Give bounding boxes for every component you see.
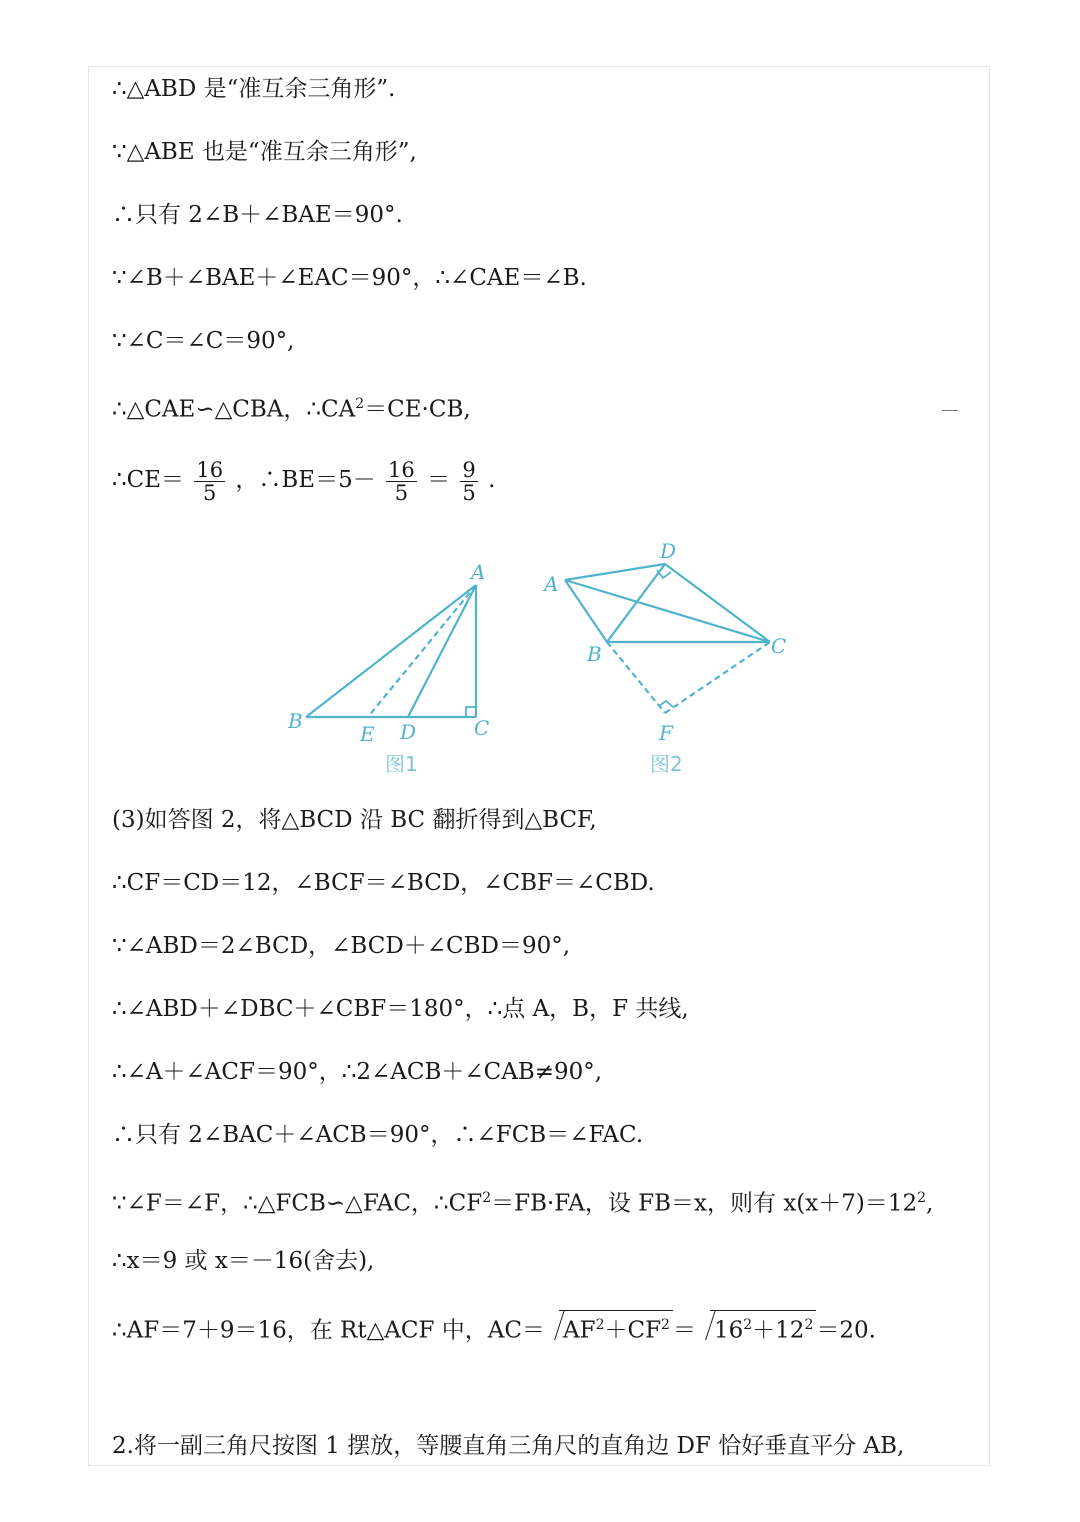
superscript: 2: [743, 1317, 753, 1333]
denominator: 5: [394, 480, 409, 505]
text-line-6: [112, 389, 471, 425]
segment-ae-dashed: [368, 585, 476, 717]
text-segment: ∵∠F＝∠F，∴△FCB∽△FAC，∴CF: [112, 1190, 483, 1217]
text-segment: ＝: [427, 467, 451, 493]
segment-ab: [565, 580, 607, 642]
figure-2: [535, 535, 805, 750]
text-segment: 16: [713, 1317, 744, 1344]
text-line-15: ∴x＝9 或 x＝－16(舍去),: [112, 1248, 375, 1274]
superscript: 2: [482, 1190, 492, 1206]
text-segment: ，∴BE＝5－: [235, 467, 376, 493]
text-line-16: [112, 1310, 876, 1346]
superscript: 2: [355, 396, 365, 412]
text-segment: ＝FB·FA，设 FB＝x，则有 x(x＋7)＝12: [491, 1190, 918, 1217]
segment-ac: [565, 580, 770, 642]
label-a: A: [544, 572, 559, 596]
text-segment: ,: [926, 1190, 934, 1217]
text-line-12: ∴∠A＋∠ACF＝90°，∴2∠ACB＋∠CAB≠90°,: [112, 1059, 603, 1085]
text-line-3: ∴只有 2∠B＋∠BAE＝90°.: [112, 202, 403, 228]
superscript: 2: [917, 1190, 927, 1206]
text-line-2: ∵△ABE 也是“准互余三角形”,: [112, 139, 417, 165]
stray-mark: [942, 410, 958, 411]
label-e: E: [360, 722, 375, 746]
denominator: 5: [462, 480, 476, 505]
fraction: [386, 459, 417, 504]
numerator: 16: [196, 457, 224, 482]
superscript: 2: [595, 1317, 605, 1333]
text-segment: ＝20.: [816, 1317, 876, 1344]
text-line-13: ∴只有 2∠BAC＋∠ACB＝90°，∴∠FCB＝∠FAC.: [112, 1122, 644, 1148]
segment-bf-dashed: [607, 642, 665, 713]
segment-dc: [665, 564, 770, 642]
text-line-5: ∵∠C＝∠C＝90°,: [112, 328, 295, 354]
superscript: 2: [661, 1317, 670, 1333]
square-root: [710, 1310, 816, 1343]
text-segment: ∴△CAE∽△CBA，∴CA: [112, 396, 356, 423]
superscript: 2: [804, 1317, 814, 1333]
figure-1: [280, 555, 510, 755]
text-segment: ＋12: [752, 1317, 805, 1344]
label-a: A: [471, 560, 486, 584]
square-root: [559, 1310, 673, 1343]
text-line-11: ∴∠ABD＋∠DBC＋∠CBF＝180°，∴点 A，B，F 共线,: [112, 996, 689, 1022]
text-segment: .: [488, 467, 496, 493]
segment-ad: [408, 585, 476, 717]
label-b: B: [288, 709, 303, 733]
figure-1-caption: 图1: [385, 752, 418, 776]
segment-ad: [565, 564, 665, 580]
fraction: [460, 459, 477, 504]
label-d: D: [660, 539, 677, 563]
text-line-1: ∴△ABD 是“准互余三角形”.: [112, 76, 396, 102]
segment-fc-dashed: [665, 642, 770, 713]
label-d: D: [400, 720, 417, 744]
label-b: B: [587, 642, 602, 666]
text-line-9: ∴CF＝CD＝12，∠BCF＝∠BCD，∠CBF＝∠CBD.: [112, 870, 655, 896]
text-line-7: [112, 458, 495, 504]
segment-ab: [306, 585, 476, 717]
text-segment: AF: [562, 1317, 596, 1344]
text-line-8: (3)如答图 2，将△BCD 沿 BC 翻折得到△BCF,: [112, 807, 597, 833]
denominator: 5: [203, 480, 217, 505]
text-line-10: ∵∠ABD＝2∠BCD，∠BCD＋∠CBD＝90°,: [112, 933, 571, 959]
segment-bd: [607, 564, 665, 642]
text-segment: ＝CE·CB,: [364, 396, 471, 423]
right-angle-mark-f: [659, 701, 673, 707]
text-segment: ＋CF: [604, 1317, 662, 1344]
text-segment: ∴AF＝7＋9＝16，在 Rt△ACF 中，AC＝: [112, 1317, 545, 1344]
fraction: [194, 459, 225, 504]
label-c: C: [474, 716, 490, 740]
numerator: 9: [462, 457, 476, 482]
text-segment: ∴CE＝: [112, 467, 185, 493]
label-c: C: [771, 634, 787, 658]
text-line-14: [112, 1183, 933, 1219]
text-line-4: ∵∠B＋∠BAE＋∠EAC＝90°，∴∠CAE＝∠B.: [112, 265, 587, 291]
text-line-17: 2.将一副三角尺按图 1 摆放，等腰直角三角尺的直角边 DF 恰好垂直平分 AB,: [112, 1433, 905, 1459]
text-segment: ＝: [672, 1317, 696, 1344]
figure-2-caption: 图2: [650, 752, 683, 776]
label-f: F: [659, 721, 673, 745]
numerator: 16: [388, 457, 415, 482]
